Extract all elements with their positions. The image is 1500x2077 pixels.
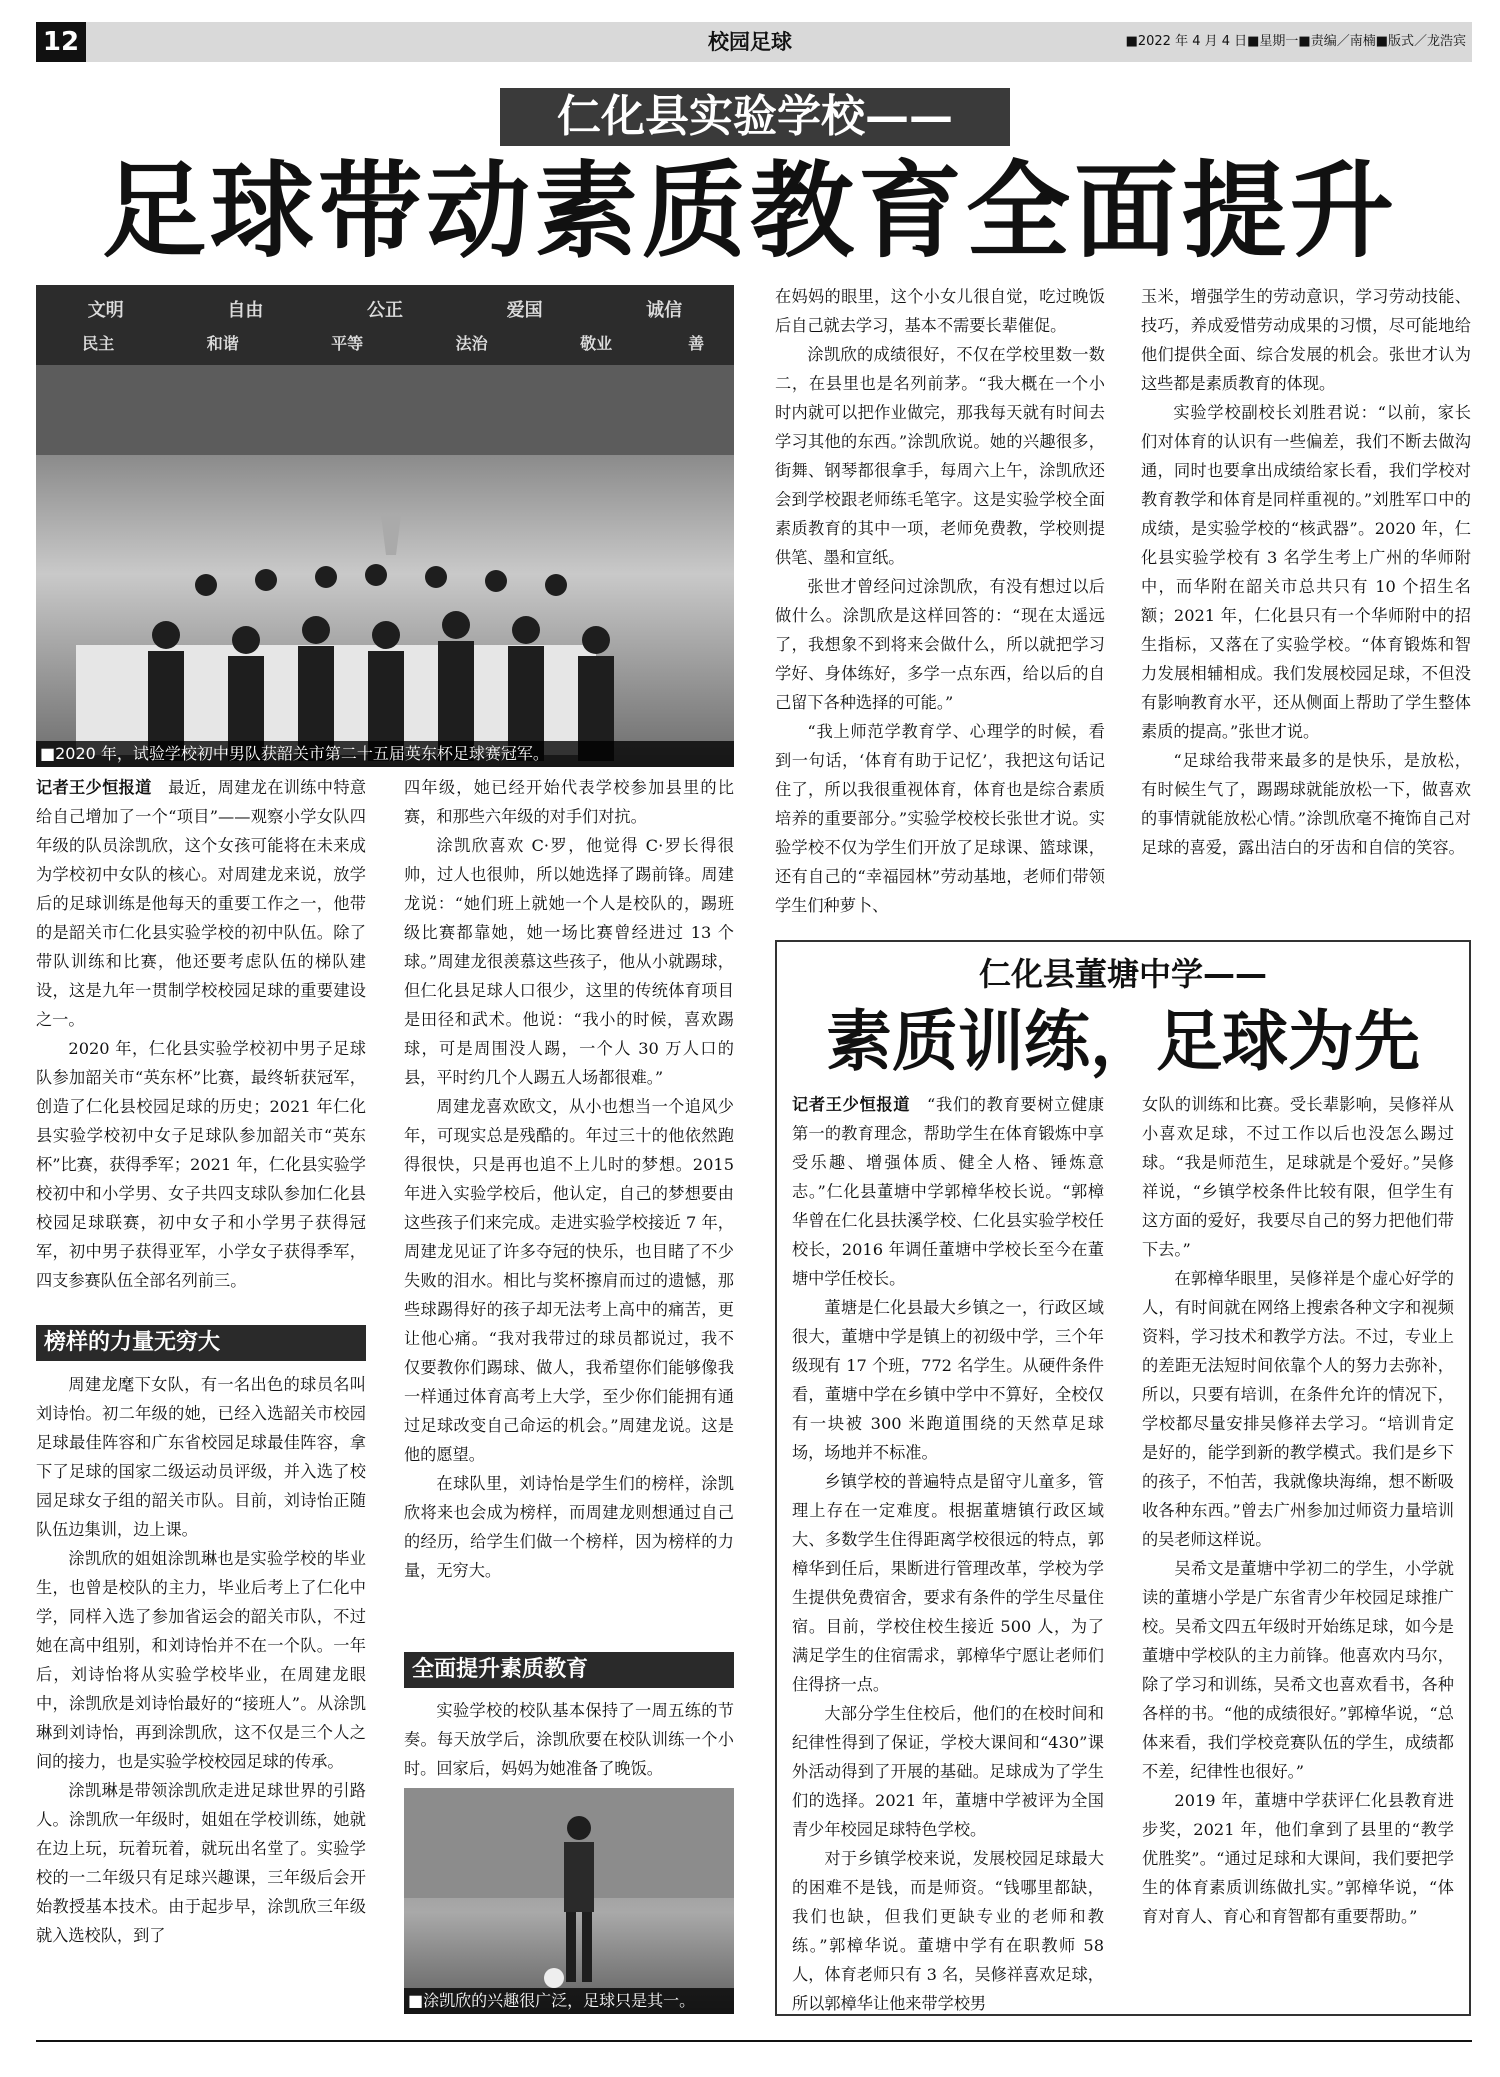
page-number: 12 xyxy=(36,22,86,62)
banner-word: 自由 xyxy=(227,299,264,321)
banner-word: 平等 xyxy=(331,334,364,354)
banner-word: 爱国 xyxy=(506,299,543,321)
paragraph: “我上师范学教育学、心理学的时候，看到一句话，‘体育有助于记忆’，我把这句话记住了，所以我很重视体育，体育也是综合素质培养的重要部分。”实验学校校长张世才说。实验学校不仅为学生们开放了足球课、篮球课，还有自己的“幸福园林”劳动基地，老师们带领学生们种萝卜、 xyxy=(775,722,1105,915)
side-headline: 素质训练，足球为先 xyxy=(826,1003,1420,1080)
paragraph: 乡镇学校的普遍特点是留守儿童多，管理上存在一定难度。根据董塘镇行政区域大、多数学生住得距离学校很远的特点，郭樟华到任后，果断进行管理改革，学校为学生提供免费宿舍，要求有条件的学生尽量住宿。目前，学校住校生接近 500 人，为了满足学生的住宿需求，郭樟华宁愿让老师们住得挤一点。 xyxy=(792,1472,1104,1694)
paragraph: 董塘是仁化县最大乡镇之一，行政区域很大，董塘中学是镇上的初级中学，三个年级现有 17 个班，772 名学生。从硬件条件看，董塘中学在乡镇中学中不算好，全校仅有一块被 300 米跑道围绕的天然草足球场，场地并不标准。 xyxy=(792,1298,1104,1462)
banner-word: 善 xyxy=(688,334,705,354)
article-column-2 xyxy=(404,773,734,1585)
paragraph: 张世才曾经问过涂凯欣，有没有想过以后做什么。涂凯欣是这样回答的：“现在太遥远了，我想象不到将来会做什么，所以就把学习学好、身体练好，多学一点东西，给以后的自己留下各种选择的可能。” xyxy=(775,577,1105,712)
paragraph: 周建龙喜欢欧文，从小也想当一个追风少年，可现实总是残酷的。年过三十的他依然跑得很快，只是再也追不上儿时的梦想。2015 年进入实验学校后，他认定，自己的梦想要由这些孩子们来完成。走进实验学校接近 7 年，周建龙见证了许多夺冠的快乐，也目睹了不少失败的泪水。相比与奖杯擦肩而过的遗憾，那些球踢得好的孩子却无法考上高中的痛苦，更让他心痛。“我对我带过的球员都说过，我不仅要教你们踢球、做人，我希望你们能够像我一样通过体育高考上大学，至少你们能拥有通过足球改变自己命运的机会。”周建龙说。这是他的愿望。 xyxy=(404,1097,734,1464)
section-title: 校园足球 xyxy=(708,30,792,54)
article-column-2b xyxy=(404,1696,734,1783)
paragraph: 实验学校副校长刘胜君说：“以前，家长们对体育的认识有一些偏差，我们不断去做沟通，同时也要拿出成绩给家长看，我们学校对教育教学和体育是同样重视的。”刘胜军口中的成绩，是实验学校的“核武器”。2020 年，仁化县实验学校有 3 名学生考上广州的华师附中，而华附在韶关市总共只有 10 个招生名额；2021 年，仁化县只有一个华师附中的招生指标，又落在了实验学校。“体育锻炼和智力发展相辅相成。我们发展校园足球，不但没有影响教育水平，还从侧面上帮助了学生整体素质的提高。”张世才说。 xyxy=(1141,403,1471,741)
article-column-3 xyxy=(775,282,1105,920)
side-column-1 xyxy=(792,1090,1104,2018)
paragraph: 涂凯欣喜欢 C·罗，他觉得 C·罗长得很帅，过人也很帅，所以她选择了踢前锋。周建龙说：“她们班上就她一个人是校队的，踢班级比赛都靠她，她一场比赛曾经进过 13 个球。”周建龙很羡慕这些孩子，他从小就踢球，但仁化县足球人口很少，这里的传统体育项目是田径和武术。他说：“我小的时候，喜欢踢球，可是周围没人踢，一个人 30 万人口的县，平时约几个人踢五人场都很难。” xyxy=(404,836,734,1087)
banner-word: 文明 xyxy=(87,299,124,321)
girl-silhouette xyxy=(404,1788,734,2014)
banner-word: 公正 xyxy=(366,299,403,321)
paragraph: 2020 年，仁化县实验学校初中男子足球队参加韶关市“英东杯”比赛，最终斩获冠军，创造了仁化县校园足球的历史；2021 年仁化县实验学校初中女子足球队参加韶关市“英东杯”比赛，获得季军；2021 年，仁化县实验学校初中和小学男、女子共四支球队参加仁化县校园足球联赛，初中女子和小学男子获得冠军，初中男子获得亚军，小学女子获得季军，四支参赛队伍全部名列前三。 xyxy=(36,1039,366,1290)
team-photo xyxy=(36,285,734,767)
paragraph: 周建龙麾下女队，有一名出色的球员名叫刘诗怡。初二年级的她，已经入选韶关市校园足球最佳阵容和广东省校园足球最佳阵容，拿下了足球的国家二级运动员评级，并入选了校园足球女子组的韶关市队。目前，刘诗怡正随队伍边集训，边上课。 xyxy=(36,1375,366,1539)
paragraph: 女队的训练和比赛。受长辈影响，吴修祥从小喜欢足球，不过工作以后也没怎么踢过球。“我是师范生，足球就是个爱好。”吴修祥说，“乡镇学校条件比较有限，但学生有这方面的爱好，我要尽自己的努力把他们带下去。” xyxy=(1142,1095,1454,1259)
subhead-quality-education: 全面提升素质教育 xyxy=(404,1652,734,1688)
subhead-role-model: 榜样的力量无穷大 xyxy=(36,1325,366,1361)
paragraph: 涂凯欣的成绩很好，不仅在学校里数一数二，在县里也是名列前茅。“我大概在一个小时内就可以把作业做完，那我每天就有时间去学习其他的东西。”涂凯欣说。她的兴趣很多，街舞、钢琴都很拿手，每周六上午，涂凯欣还会到学校跟老师练毛笔字。这是实验学校全面素质教育的其中一项，老师免费教，学校则提供笔、墨和宣纸。 xyxy=(775,345,1105,567)
banner-word: 民主 xyxy=(82,334,115,354)
paragraph: “足球给我带来最多的是快乐，是放松，有时候生气了，踢踢球就能放松一下，做喜欢的事情就能放松心情。”涂凯欣毫不掩饰自己对足球的喜爱，露出洁白的牙齿和自信的笑容。 xyxy=(1141,751,1471,857)
paragraph: 记者王少恒报道 最近，周建龙在训练中特意给自己增加了一个“项目”——观察小学女队四年级的队员涂凯欣，这个女孩可能将在未来成为学校初中女队的核心。对周建龙来说，放学后的足球训练是他每天的重要工作之一，他带的是韶关市仁化县实验学校的初中队伍。除了带队训练和比赛，他还要考虑队伍的梯队建设，这是九年一贯制学校校园足球的重要建设之一。 xyxy=(36,778,367,1029)
paragraph: 在球队里，刘诗怡是学生们的榜样，涂凯欣将来也会成为榜样，而周建龙则想通过自己的经历，给学生们做一个榜样，因为榜样的力量，无穷大。 xyxy=(404,1474,734,1580)
paragraph: 在妈妈的眼里，这个小女儿很自觉，吃过晚饭后自己就去学习，基本不需要长辈催促。 xyxy=(775,287,1105,335)
headline-kicker: 仁化县实验学校—— xyxy=(500,88,1010,146)
paragraph: 实验学校的校队基本保持了一周五练的节奏。每天放学后，涂凯欣要在校队训练一个小时。回家后，妈妈为她准备了晚饭。 xyxy=(404,1701,734,1778)
paragraph: 涂凯琳是带领涂凯欣走进足球世界的引路人。涂凯欣一年级时，姐姐在学校训练，她就在边上玩，玩着玩着，就玩出名堂了。实验学校的一二年级只有足球兴趣课，三年级后会开始教授基本技术。由于起步早，涂凯欣三年级就入选校队，到了 xyxy=(36,1781,366,1945)
paragraph: 记者王少恒报道 “我们的教育要树立健康第一的教育理念，帮助学生在体育锻炼中享受乐趣、增强体质、健全人格、锤炼意志。”仁化县董塘中学郭樟华校长说。“郭樟华曾在仁化县扶溪学校、仁化县实验学校任校长，2016 年调任董塘中学校长至今在董塘中学任校长。 xyxy=(792,1095,1105,1288)
paragraph: 玉米，增强学生的劳动意识，学习劳动技能、技巧，养成爱惜劳动成果的习惯，尽可能地给他们提供全面、综合发展的机会。张世才认为这些都是素质教育的体现。 xyxy=(1141,287,1471,393)
photo-caption: ■2020 年，试验学校初中男队获韶关市第二十五届英东杯足球赛冠军。 xyxy=(36,741,734,767)
paragraph: 四年级，她已经开始代表学校参加县里的比赛，和那些六年级的对手们对抗。 xyxy=(404,778,734,826)
photo2-caption: ■涂凯欣的兴趣很广泛，足球只是其一。 xyxy=(404,1988,734,2014)
paragraph: 在郭樟华眼里，吴修祥是个虚心好学的人，有时间就在网络上搜索各种文字和视频资料，学习技术和教学方法。不过，专业上的差距无法短时间依靠个人的努力去弥补，所以，只要有培训，在条件允许的情况下，学校都尽量安排吴修祥去学习。“培训肯定是好的，能学到新的教学模式。我们是乡下的孩子，不怕苦，我就像块海绵，想不断吸收各种东西。”曾去广州参加过师资力量培训的吴老师这样说。 xyxy=(1142,1269,1454,1549)
article-column-1 xyxy=(36,773,366,1295)
paragraph: 涂凯欣的姐姐涂凯琳也是实验学校的毕业生，也曾是校队的主力，毕业后考上了仁化中学，同样入选了参加省运会的韶关市队，不过她在高中组别，和刘诗怡并不在一个队。一年后，刘诗怡将从实验学校毕业，在周建龙眼中，涂凯欣是刘诗怡最好的“接班人”。从涂凯琳到刘诗怡，再到涂凯欣，这不仅是三个人之间的接力，也是实验学校校园足球的传承。 xyxy=(36,1549,366,1771)
paragraph: 吴希文是董塘中学初二的学生，小学就读的董塘小学是广东省青少年校园足球推广校。吴希文四五年级时开始练足球，如今是董塘中学校队的主力前锋。他喜欢内马尔，除了学习和训练，吴希文也喜欢看书，各种各样的书。“他的成绩很好。”郭樟华说，“总体来看，我们学校竞赛队伍的学生，成绩都不差，纪律性也很好。” xyxy=(1142,1559,1454,1781)
paragraph: 大部分学生住校后，他们的在校时间和纪律性得到了保证，学校大课间和“430”课外活动得到了开展的基础。足球成为了学生们的选择。2021 年，董塘中学被评为全国青少年校园足球特色学校。 xyxy=(792,1704,1104,1839)
banner-word: 法治 xyxy=(455,334,488,354)
header-meta: ■2022 年 4 月 4 日■星期一■责编／南楠■版式／龙浩宾 xyxy=(1125,34,1466,49)
team-silhouettes xyxy=(36,285,734,767)
side-kicker: 仁化县董塘中学—— xyxy=(978,955,1267,993)
side-column-2 xyxy=(1142,1090,1454,1931)
article-column-4 xyxy=(1141,282,1471,862)
article-column-1b xyxy=(36,1370,366,1950)
side-byline: 记者王少恒报道 xyxy=(792,1095,911,1114)
bottom-rule xyxy=(36,2040,1472,2042)
banner-word: 诚信 xyxy=(646,299,683,321)
paragraph: 2019 年，董塘中学获评仁化县教育进步奖，2021 年，他们拿到了县里的“教学优胜奖”。“通过足球和大课间，我们要把学生的体育素质训练做扎实。”郭樟华说，“体育对育人、育心和育智都有重要帮助。” xyxy=(1142,1791,1454,1926)
headline: 足球带动素质教育全面提升 xyxy=(101,149,1398,272)
banner-word: 和谐 xyxy=(206,334,239,354)
banner-word: 敬业 xyxy=(580,334,613,354)
paragraph: 对于乡镇学校来说，发展校园足球最大的困难不是钱，而是师资。“钱哪里都缺，我们也缺，但我们更缺专业的老师和教练。”郭樟华说。董塘中学有在职教师 58 人，体育老师只有 3 名，吴修祥喜欢足球，所以郭樟华让他来带学校男 xyxy=(792,1849,1104,2013)
girl-photo xyxy=(404,1788,734,2014)
byline: 记者王少恒报道 xyxy=(36,778,152,797)
